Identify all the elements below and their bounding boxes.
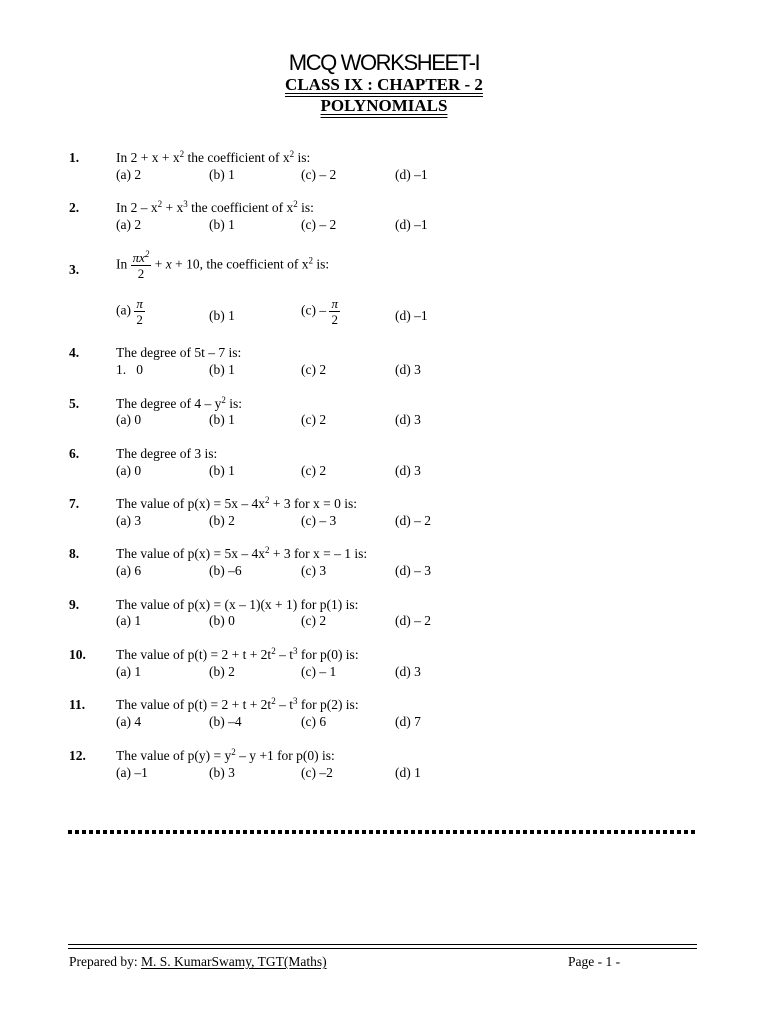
question-stem: The value of p(x) = (x – 1)(x + 1) for p(1) is: — [116, 597, 359, 612]
author-name: M. S. KumarSwamy, TGT(Maths) — [140, 954, 327, 969]
prepared-label: Prepared by: — [69, 954, 138, 969]
fraction-pi-x-squared: $\frac{\pi x^2}{2}$ — [132, 249, 150, 281]
option-c: (c) 6 — [301, 714, 327, 729]
option-c: (c) 2 — [301, 613, 327, 628]
question-number: 11. — [69, 697, 86, 712]
option-a: (a) 0 — [116, 412, 142, 427]
option-c: (c) 3 — [301, 563, 327, 578]
option-b: (b) 1 — [209, 412, 235, 427]
option-a: 1. 0 — [116, 362, 143, 377]
question-number: 7. — [69, 496, 80, 511]
option-c: (c) 2 — [301, 362, 327, 377]
option-b: (b) –6 — [209, 563, 242, 578]
option-a: (a) 4 — [116, 714, 142, 729]
question-number: 10. — [69, 647, 86, 662]
option-d: (d) – 2 — [395, 613, 431, 628]
option-b: (b) 0 — [209, 613, 235, 628]
fraction-pi-over-2: $\frac{\pi}{2}$ — [136, 296, 143, 327]
option-d: (d) 3 — [395, 362, 421, 377]
question-stem: The value of $p(x) = 5x - 4x^2 + 3$ for x = – 1 is: — [116, 545, 368, 561]
option-b: (b) 1 — [209, 308, 235, 323]
option-d: (d) 3 — [395, 664, 421, 679]
option-b: (b) 1 — [209, 362, 235, 377]
class-chapter-heading: CLASS IX : CHAPTER - 2 — [285, 75, 483, 94]
question-stem: The value of $p(x) = 5x - 4x^2 + 3$ for x = 0 is: — [116, 495, 358, 511]
option-b: (b) 2 — [209, 664, 235, 679]
topic-heading: POLYNOMIALS — [320, 96, 448, 115]
question-number: 3. — [69, 262, 80, 277]
page-number: Page - 1 - — [568, 954, 621, 969]
option-b: (b) 1 — [209, 463, 235, 478]
question-stem: The degree of $4 - y^2$ is: — [116, 395, 242, 411]
question-stem: The value of $p(y) = y^2 - y +1$ for p(0) is: — [116, 747, 335, 763]
option-c: (c) –2 — [301, 765, 333, 780]
fraction-pi-over-2: $\frac{\pi}{2}$ — [331, 296, 338, 327]
option-d: (d) – 2 — [395, 513, 431, 528]
option-c: (c) – 2 — [301, 167, 337, 182]
option-b: (b) 3 — [209, 765, 235, 780]
question-stem: In $\frac{\pi x^2}{2}$ + x + 10, the coefficient of $x^2$ is: — [116, 249, 330, 281]
option-c: (c) – 2 — [301, 217, 337, 232]
option-a: (a) 1 — [116, 664, 142, 679]
question-number: 12. — [69, 748, 86, 763]
option-d: (d) –1 — [395, 217, 428, 232]
option-c: (c) 2 — [301, 463, 327, 478]
question-stem: The degree of 5t – 7 is: — [116, 345, 242, 360]
option-d: (d) 7 — [395, 714, 421, 729]
footer-credit — [69, 954, 327, 970]
option-d: (d) –1 — [395, 167, 428, 182]
question-number: 8. — [69, 546, 80, 561]
question-number: 6. — [69, 446, 80, 461]
option-a: (a) 3 — [116, 513, 142, 528]
option-a: (a) $\frac{\pi}{2}$ — [116, 296, 143, 327]
question-number: 2. — [69, 200, 80, 215]
option-a: (a) 1 — [116, 613, 142, 628]
option-d: (d) 3 — [395, 412, 421, 427]
option-d: (d) 1 — [395, 765, 421, 780]
question-number: 1. — [69, 150, 80, 165]
option-a: (a) 0 — [116, 463, 142, 478]
question-stem: In $2 + x + x^2$ the coefficient of $x^2$ is: — [116, 149, 311, 165]
dotted-divider — [68, 830, 696, 834]
option-c: (c) – 1 — [301, 664, 337, 679]
option-b: (b) 2 — [209, 513, 235, 528]
question-stem: In $2 - x^2 + x^3$ the coefficient of $x^2$ is: — [116, 199, 314, 215]
option-c: (c) – $\frac{\pi}{2}$ — [301, 296, 338, 327]
option-b: (b) –4 — [209, 714, 242, 729]
option-c: (c) – 3 — [301, 513, 337, 528]
option-b: (b) 1 — [209, 217, 235, 232]
question-number: 9. — [69, 597, 80, 612]
question-stem: The value of $p(t) = 2 + t + 2t^2 - t^3$ for p(0) is: — [116, 646, 359, 662]
footer-rule — [68, 944, 697, 945]
question-number: 4. — [69, 345, 80, 360]
option-b: (b) 1 — [209, 167, 235, 182]
question-number: 5. — [69, 396, 80, 411]
footer-rule — [68, 948, 697, 949]
question-stem: The degree of 3 is: — [116, 446, 218, 461]
option-a: (a) 2 — [116, 217, 142, 232]
option-a: (a) 6 — [116, 563, 142, 578]
question-stem: The value of $p(t) = 2 + t + 2t^2 - t^3$ for p(2) is: — [116, 696, 359, 712]
option-c: (c) 2 — [301, 412, 327, 427]
worksheet-title: MCQ WORKSHEET-I — [288, 50, 480, 75]
option-a: (a) –1 — [116, 765, 148, 780]
option-d: (d) 3 — [395, 463, 421, 478]
option-d: (d) –1 — [395, 308, 428, 323]
option-a: (a) 2 — [116, 167, 142, 182]
option-d: (d) – 3 — [395, 563, 431, 578]
